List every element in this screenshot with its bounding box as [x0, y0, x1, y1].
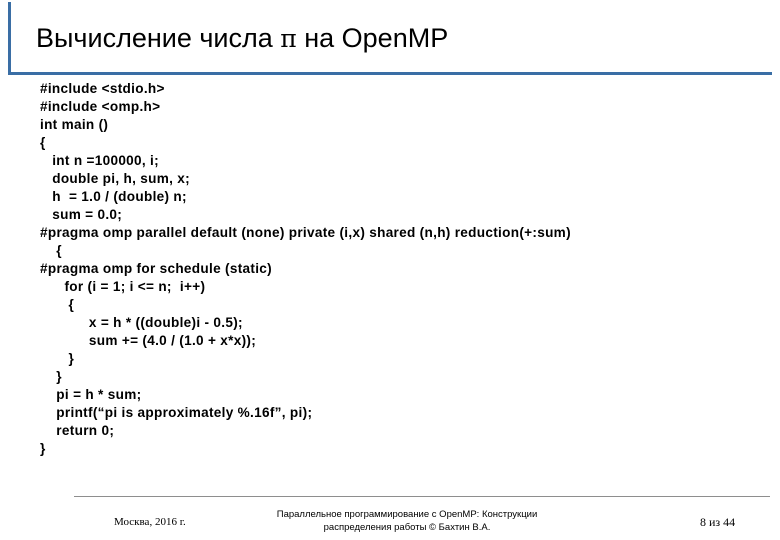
code-line: }	[40, 369, 62, 384]
title-frame-underline	[8, 72, 772, 75]
footer-course-line-1: Параллельное программирование с OpenMP: Конструкции	[276, 509, 538, 520]
code-line: {	[40, 297, 75, 312]
code-line: h = 1.0 / (double) n;	[40, 189, 187, 204]
code-line: #pragma omp for schedule (static)	[40, 261, 272, 276]
code-line: int n =100000, i;	[40, 153, 159, 168]
code-line: #pragma omp parallel default (none) private (i,x) shared (n,h) reduction(+:sum)	[40, 225, 571, 240]
code-line: #include <stdio.h>	[40, 81, 165, 96]
code-listing	[40, 80, 571, 458]
code-line: return 0;	[40, 423, 115, 438]
code-line: printf(“pi is approximately %.16f”, pi);	[40, 405, 313, 420]
code-line: int main ()	[40, 117, 109, 132]
code-line: x = h * ((double)i - 0.5);	[40, 315, 243, 330]
footer-course-title	[244, 508, 570, 534]
slide-title-suffix: на OpenMP	[304, 23, 449, 53]
code-line: #include <omp.h>	[40, 99, 161, 114]
page-number: 8 из 44	[700, 515, 736, 529]
footer-location-year: Москва, 2016 г.	[114, 516, 186, 528]
pi-symbol: π	[280, 24, 297, 53]
slide-title-prefix: Вычисление числа	[36, 23, 273, 53]
code-line: }	[40, 441, 46, 456]
footer-course-line-2: распределения работы © Бахтин В.А.	[323, 522, 491, 533]
title-frame-left-bar	[8, 2, 11, 74]
code-line: }	[40, 351, 75, 366]
code-line: {	[40, 135, 46, 150]
code-line: sum = 0.0;	[40, 207, 123, 222]
footer-divider	[74, 496, 770, 497]
code-line: sum += (4.0 / (1.0 + x*x));	[40, 333, 257, 348]
code-line: pi = h * sum;	[40, 387, 142, 402]
code-line: for (i = 1; i <= n; i++)	[40, 279, 206, 294]
code-line: double pi, h, sum, x;	[40, 171, 190, 186]
slide-title	[36, 22, 448, 55]
code-line: {	[40, 243, 62, 258]
